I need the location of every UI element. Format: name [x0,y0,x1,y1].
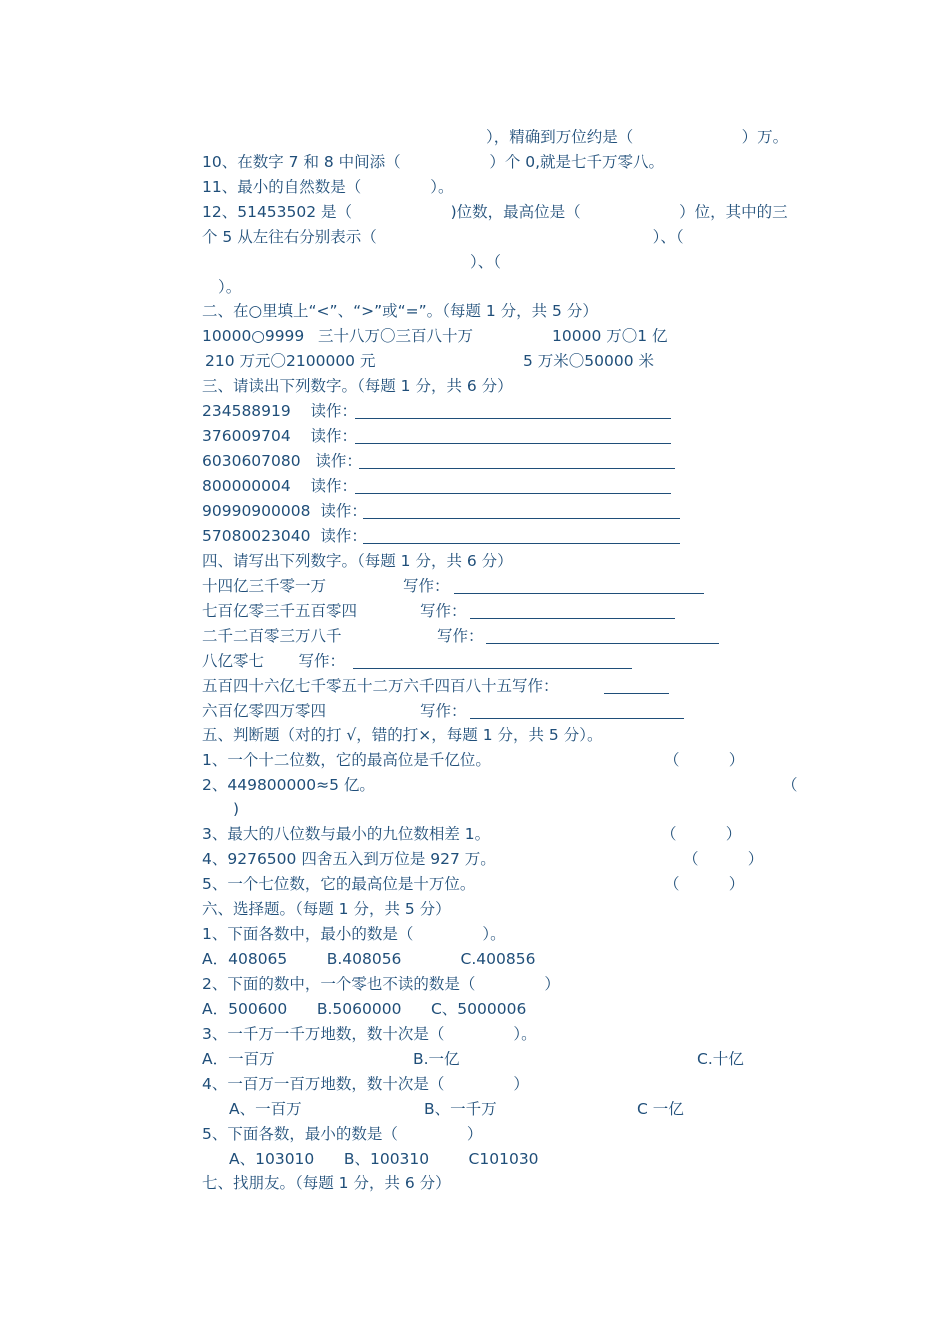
judge-paren-close: ) [233,800,240,818]
choice-option: C.十亿 [697,1050,744,1068]
read-item: 6030607080 读作： [202,452,362,470]
answer-line [363,543,680,544]
section-6-title: 六、选择题。（每题 1 分，共 5 分） [202,900,451,918]
read-item: 90990900008 读作： [202,502,367,520]
compare-item: 5 万米〇50000 米 [523,352,655,370]
judge-item: 5、一个七位数，它的最高位是十万位。 [202,875,476,893]
choice-options: A、103010 B、100310 C101030 [229,1150,539,1168]
write-label: 写作： [403,577,450,595]
read-item: 800000004 读作： [202,477,357,495]
answer-line [355,443,671,444]
write-item: 六百亿零四万零四 [202,702,327,720]
judge-item: 2、449800000≈5 亿。 [202,776,375,794]
choice-question: 3、一千万一千万地数，数十次是（ ）。 [202,1025,537,1043]
answer-line [470,618,675,619]
answer-line [355,493,671,494]
choice-options: A．500600 B.5060000 C、5000006 [202,1000,527,1018]
choice-question: 1、下面各数中，最小的数是（ ）。 [202,925,506,943]
read-item: 376009704 读作： [202,427,357,445]
q12-line3: ）、（ [470,253,502,271]
judge-item: 3、最大的八位数与最小的九位数相差 1。 [202,825,491,843]
answer-line [359,468,675,469]
choice-option: C 一亿 [637,1100,684,1118]
q9-tail: ），精确到万位约是（ ）万。 [486,128,789,146]
answer-line [355,418,671,419]
compare-item: 210 万元〇2100000 元 [205,352,376,370]
write-item: 十四亿三千零一万 [202,577,327,595]
compare-item: 三十八万〇三百八十万 [318,327,474,345]
section-3-title: 三、请读出下列数字。（每题 1 分，共 6 分） [202,377,513,395]
choice-question: 2、下面的数中，一个零也不读的数是（ ） [202,975,560,993]
choice-options: A．408065 B.408056 C.400856 [202,950,536,968]
write-item: 五百四十六亿七千零五十二万六千四百八十五写作： [202,677,559,695]
choice-option: A．一百万 [202,1050,275,1068]
answer-line [604,693,669,694]
choice-option: A、一百万 [229,1100,302,1118]
judge-paren: （ ） [664,751,745,769]
q11: 11、最小的自然数是（ ）。 [202,178,454,196]
section-7-title: 七、找朋友。（每题 1 分，共 6 分） [202,1174,451,1192]
write-label: 写作： [420,702,467,720]
choice-question: 5、下面各数，最小的数是（ ） [202,1125,483,1143]
answer-line [353,668,632,669]
choice-option: B、一千万 [424,1100,497,1118]
answer-line [486,643,719,644]
read-item: 57080023040 读作： [202,527,367,545]
q12-line1: 12、51453502 是（ )位数，最高位是（ ）位，其中的三 [202,203,788,221]
write-item: 二千二百零三万八千 [202,627,342,645]
judge-item: 4、9276500 四舍五入到万位是 927 万。 [202,850,496,868]
write-item: 八亿零七 写作： [202,652,345,670]
judge-paren: （ ） [664,875,745,893]
choice-option: B.一亿 [413,1050,460,1068]
q12-line4: ）。 [218,278,242,296]
answer-line [470,718,684,719]
write-label: 写作： [437,627,484,645]
section-4-title: 四、请写出下列数字。（每题 1 分，共 6 分） [202,552,513,570]
answer-line [363,518,680,519]
judge-paren: （ ） [683,850,764,868]
section-5-title: 五、判断题（对的打 √，错的打×，每题 1 分，共 5 分）。 [202,726,603,744]
q10: 10、在数字 7 和 8 中间添（ ）个 0,就是七千万零八。 [202,153,665,171]
compare-item: 10000○9999 [202,327,305,345]
judge-paren: （ ） [661,825,742,843]
section-2-title: 二、在○里填上“<”、“>”或“=”。（每题 1 分，共 5 分） [202,302,598,320]
judge-paren-open: （ [782,776,798,794]
read-item: 234588919 读作： [202,402,357,420]
compare-item: 10000 万〇1 亿 [552,327,668,345]
q12-line2: 个 5 从左往右分别表示（ ）、（ [202,228,684,246]
answer-line [454,593,704,594]
write-item: 七百亿零三千五百零四 [202,602,358,620]
choice-question: 4、一百万一百万地数，数十次是（ ） [202,1075,529,1093]
write-label: 写作： [420,602,467,620]
judge-item: 1、一个十二位数，它的最高位是千亿位。 [202,751,491,769]
